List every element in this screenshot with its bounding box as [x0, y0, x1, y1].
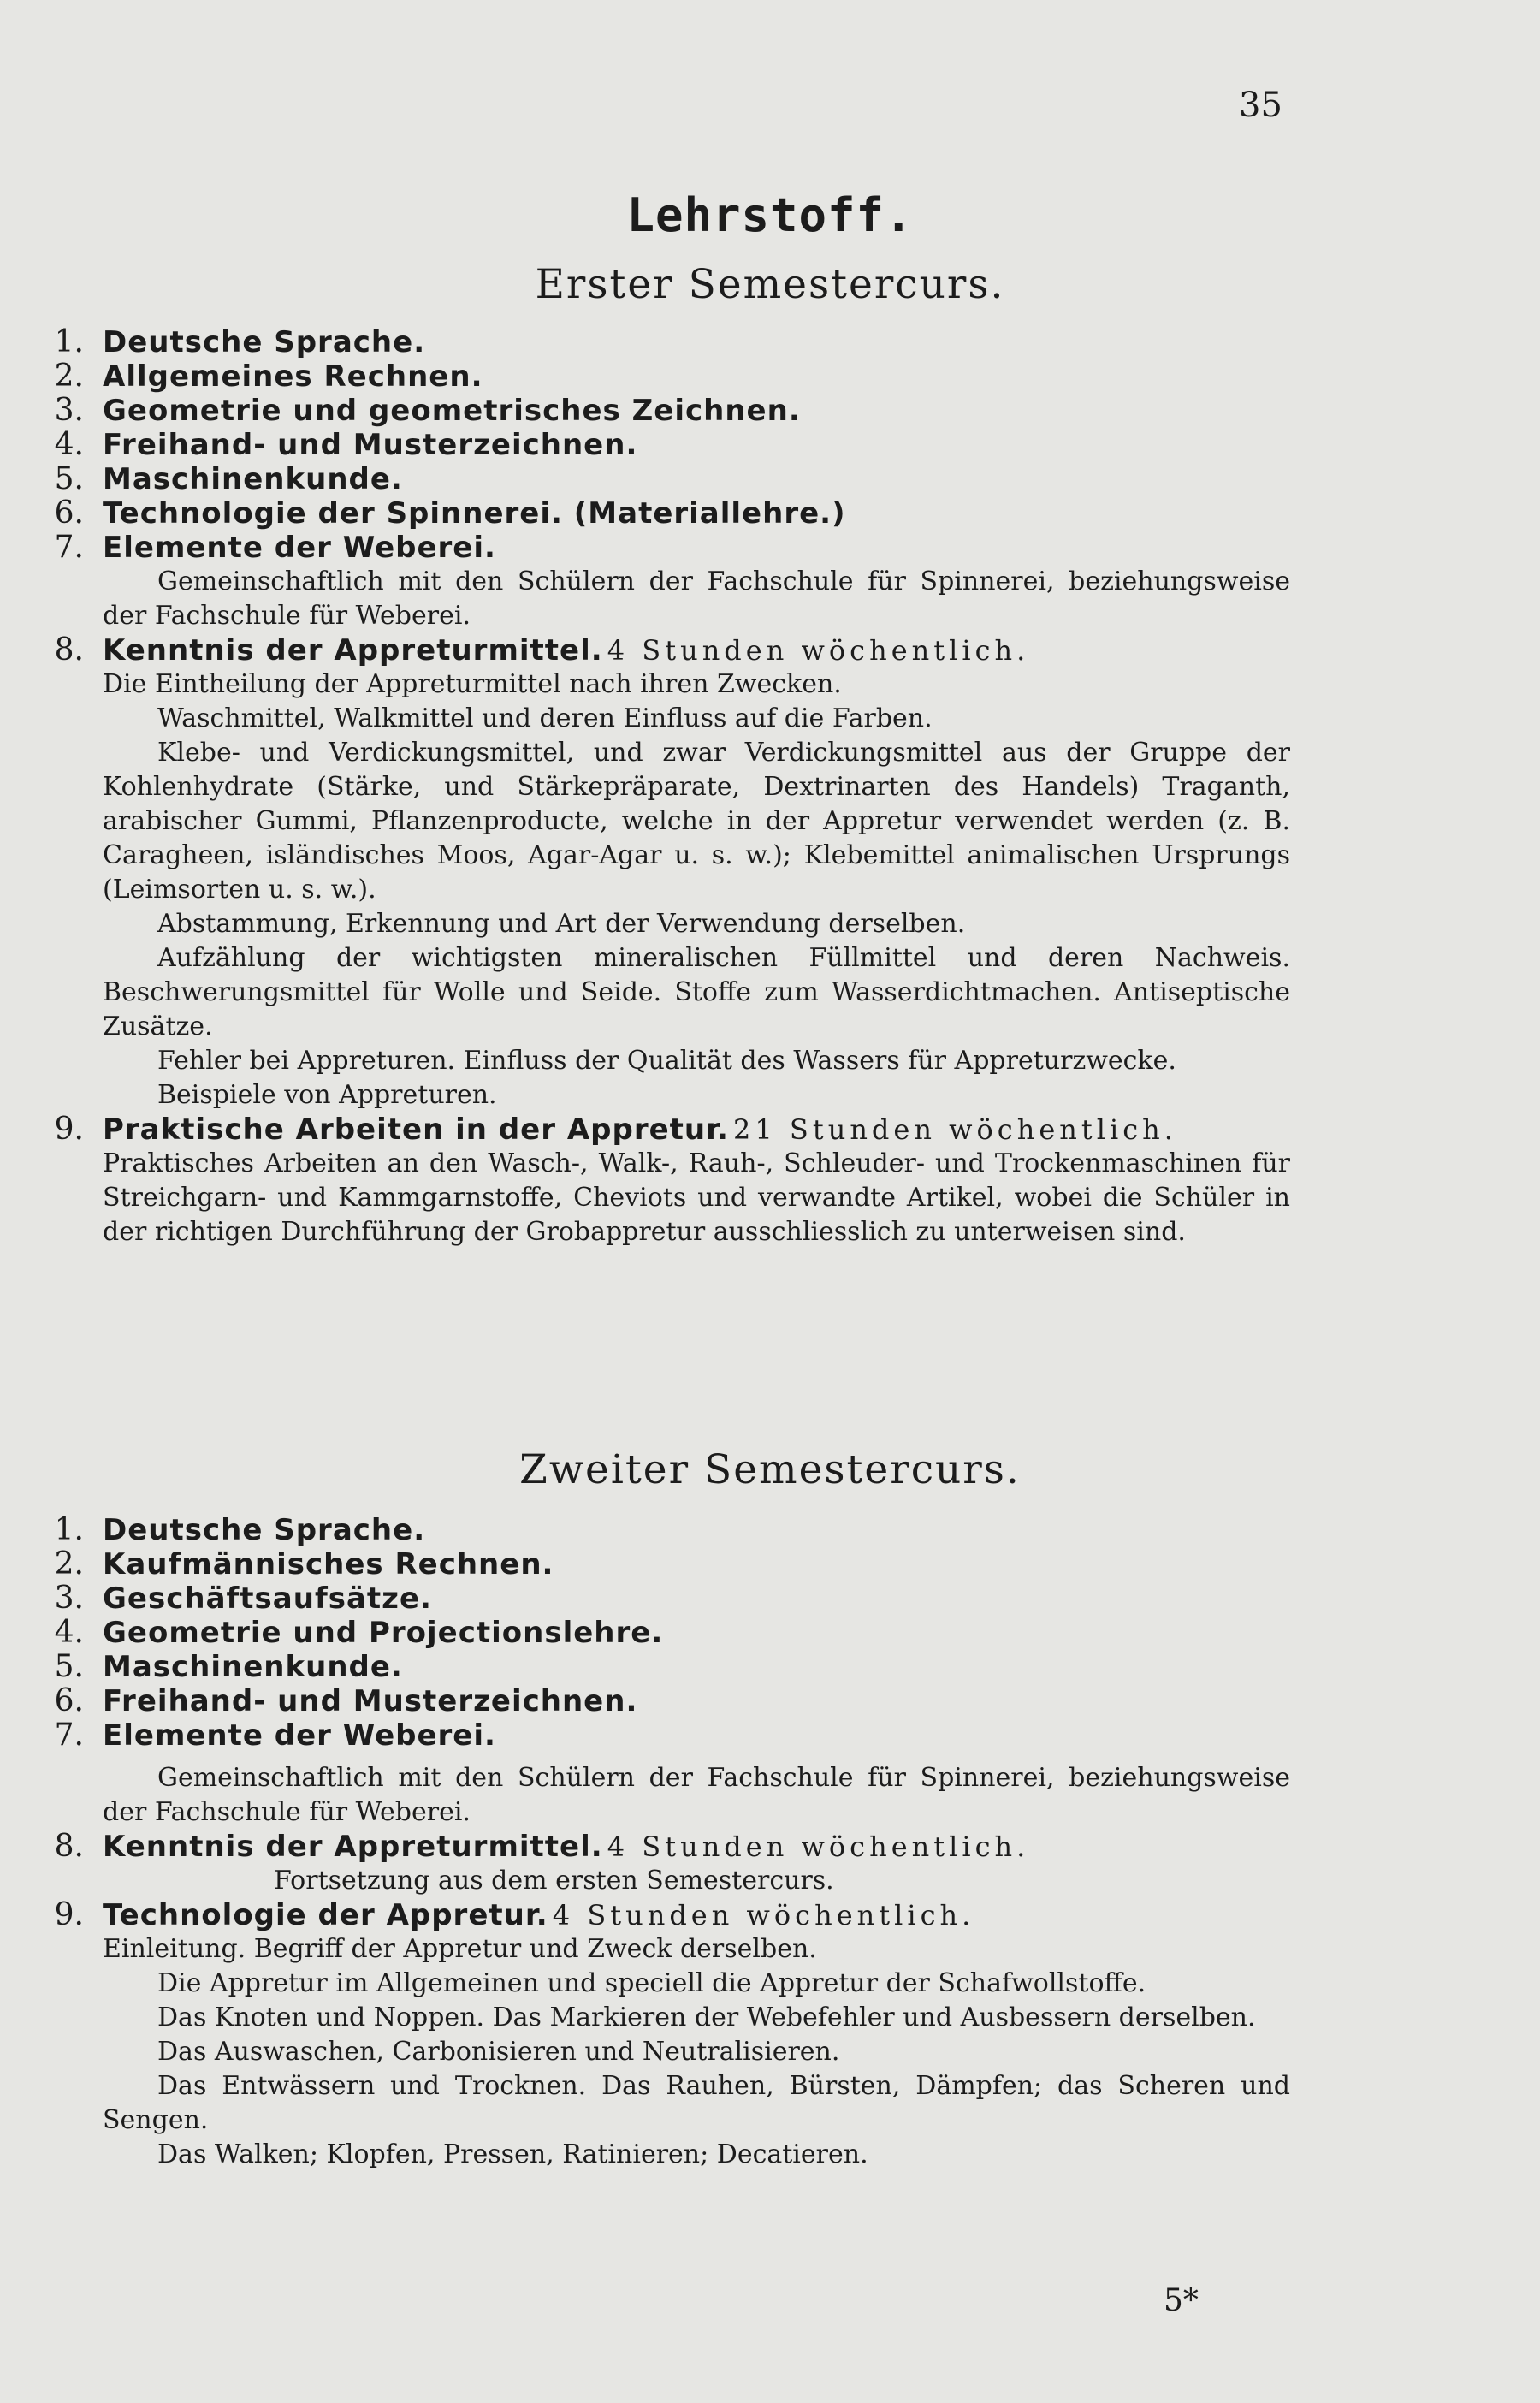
item-number: 3.	[54, 1581, 84, 1616]
item-number: 3.	[54, 393, 84, 428]
list-item	[50, 496, 1290, 531]
item-hours: 4 Stunden wöchentlich.	[607, 634, 1030, 667]
item-title: Technologie der Spinnerei. (Materiallehre.)	[103, 496, 846, 531]
item-number: 7.	[54, 1718, 84, 1753]
description-paragraph: Beispiele von Appreturen.	[157, 1080, 497, 1110]
item-hours: 4 Stunden wöchentlich.	[552, 1899, 975, 1931]
description-paragraph: Das Walken; Klopfen, Pressen, Ratinieren; Decatieren.	[157, 2139, 868, 2169]
semester1-heading: Erster Semestercurs.	[535, 261, 1005, 308]
item-number: 6.	[54, 1683, 84, 1718]
list-item	[50, 1830, 1290, 1898]
list-item	[50, 633, 1290, 1112]
item-description	[103, 1761, 1290, 1830]
semester2-heading: Zweiter Semestercurs.	[519, 1446, 1021, 1493]
item-number: 8.	[54, 1829, 84, 1864]
list-item	[50, 1547, 1290, 1581]
list-item	[50, 428, 1290, 462]
description-paragraph: Einleitung. Begriff der Appretur und Zweck derselben.	[103, 1934, 817, 1964]
list-item	[50, 1616, 1290, 1650]
item-hours: 4 Stunden wöchentlich.	[607, 1830, 1030, 1863]
item-description	[103, 565, 1290, 633]
item-title: Praktische Arbeiten in der Appretur.	[103, 1112, 729, 1147]
item-description	[103, 1864, 1290, 1898]
item-hours: 21 Stunden wöchentlich.	[733, 1113, 1177, 1146]
signature-mark: 5*	[1164, 2283, 1199, 2318]
item-title: Allgemeines Rechnen.	[103, 359, 483, 394]
item-title: Deutsche Sprache.	[103, 1513, 426, 1547]
item-title: Maschinenkunde.	[103, 1650, 403, 1684]
item-number: 1.	[54, 1512, 84, 1547]
item-number: 2.	[54, 1546, 84, 1581]
description-paragraph: Fehler bei Appreturen. Einfluss der Qualität des Wassers für Appreturzwecke.	[157, 1046, 1176, 1076]
description-paragraph: Fortsetzung aus dem ersten Semestercurs.	[274, 1866, 834, 1896]
description-paragraph: Das Knoten und Noppen. Das Markieren der Webefehler und Ausbessern derselben.	[157, 2002, 1256, 2032]
item-number: 5.	[54, 1649, 84, 1684]
description-paragraph: Aufzählung der wichtigsten mineralischen Füllmittel und deren Nachweis. Beschwerungsmittel für Wolle und Seide. Stoffe zum Wasserdichtmachen. Antiseptische Zusätze.	[103, 943, 1290, 1041]
item-title: Deutsche Sprache.	[103, 325, 426, 359]
list-item	[50, 1718, 1290, 1830]
list-item	[50, 359, 1290, 394]
item-description	[103, 1147, 1290, 1249]
description-paragraph: Waschmittel, Walkmittel und deren Einfluss auf die Farben.	[157, 703, 933, 733]
item-number: 6.	[54, 495, 84, 531]
item-number: 4.	[54, 1615, 84, 1650]
item-description	[103, 668, 1290, 1112]
list-item	[50, 1898, 1290, 2172]
item-number: 8.	[54, 632, 84, 668]
item-title: Kenntnis der Appreturmittel.	[103, 633, 603, 668]
item-title: Freihand- und Musterzeichnen.	[103, 428, 638, 462]
item-title: Maschinenkunde.	[103, 462, 403, 496]
list-item	[50, 1684, 1290, 1718]
semester1-list	[50, 325, 1290, 1249]
description-paragraph: Die Appretur im Allgemeinen und speciell die Appretur der Schafwollstoffe.	[157, 1968, 1146, 1998]
spacer	[103, 1753, 1290, 1761]
item-number: 2.	[54, 359, 84, 394]
description-paragraph: Praktisches Arbeiten an den Wasch-, Walk-, Rauh-, Schleuder- und Trockenmaschinen für Streichgarn- und Kammgarnstoffe, Cheviots und verwandte Artikel, wobei die Schüler in der richtigen Durchführung der Grobappretur ausschliesslich zu unterweisen sind.	[103, 1148, 1290, 1247]
item-number: 9.	[54, 1112, 84, 1147]
item-title: Kenntnis der Appreturmittel.	[103, 1830, 603, 1864]
list-item	[50, 1650, 1290, 1684]
description-paragraph: Klebe- und Verdickungsmittel, und zwar Verdickungsmittel aus der Gruppe der Kohlenhydrate (Stärke, und Stärkepräparate, Dextrinarten des Handels) Traganth, arabischer Gummi, Pflanzenproducte, welche in der Appretur verwendet werden (z. B. Caragheen, isländisches Moos, Agar-Agar u. s. w.); Klebemittel animalischen Ursprungs (Leimsorten u. s. w.).	[103, 738, 1290, 905]
list-item	[50, 531, 1290, 633]
list-item	[50, 1112, 1290, 1249]
list-item	[50, 462, 1290, 496]
page-number: 35	[1239, 86, 1282, 125]
item-number: 5.	[54, 461, 84, 496]
item-number: 9.	[54, 1897, 84, 1932]
item-number: 1.	[54, 324, 84, 359]
item-title: Elemente der Weberei.	[103, 1718, 496, 1753]
item-number: 4.	[54, 427, 84, 462]
semester2-list	[50, 1513, 1290, 2172]
item-title: Geschäftsaufsätze.	[103, 1581, 432, 1616]
item-title: Geometrie und geometrisches Zeichnen.	[103, 394, 801, 428]
list-item	[50, 325, 1290, 359]
description-paragraph: Abstammung, Erkennung und Art der Verwendung derselben.	[157, 909, 966, 939]
item-title: Elemente der Weberei.	[103, 531, 496, 565]
description-paragraph: Gemeinschaftlich mit den Schülern der Fachschule für Spinnerei, beziehungsweise der Fachschule für Weberei.	[103, 1763, 1290, 1827]
description-paragraph: Das Auswaschen, Carbonisieren und Neutralisieren.	[157, 2037, 840, 2067]
item-description	[103, 1932, 1290, 2172]
description-paragraph: Das Entwässern und Trocknen. Das Rauhen, Bürsten, Dämpfen; das Scheren und Sengen.	[103, 2071, 1290, 2135]
list-item	[50, 394, 1290, 428]
list-item	[50, 1581, 1290, 1616]
description-paragraph: Die Eintheilung der Appreturmittel nach ihren Zwecken.	[103, 669, 842, 699]
item-title: Freihand- und Musterzeichnen.	[103, 1684, 638, 1718]
list-item	[50, 1513, 1290, 1547]
item-title: Technologie der Appretur.	[103, 1898, 548, 1932]
description-paragraph: Gemeinschaftlich mit den Schülern der Fachschule für Spinnerei, beziehungsweise der Fachschule für Weberei.	[103, 567, 1290, 631]
item-title: Geometrie und Projectionslehre.	[103, 1616, 664, 1650]
item-number: 7.	[54, 530, 84, 565]
page-title: Lehrstoff.	[626, 188, 914, 242]
item-title: Kaufmännisches Rechnen.	[103, 1547, 554, 1581]
